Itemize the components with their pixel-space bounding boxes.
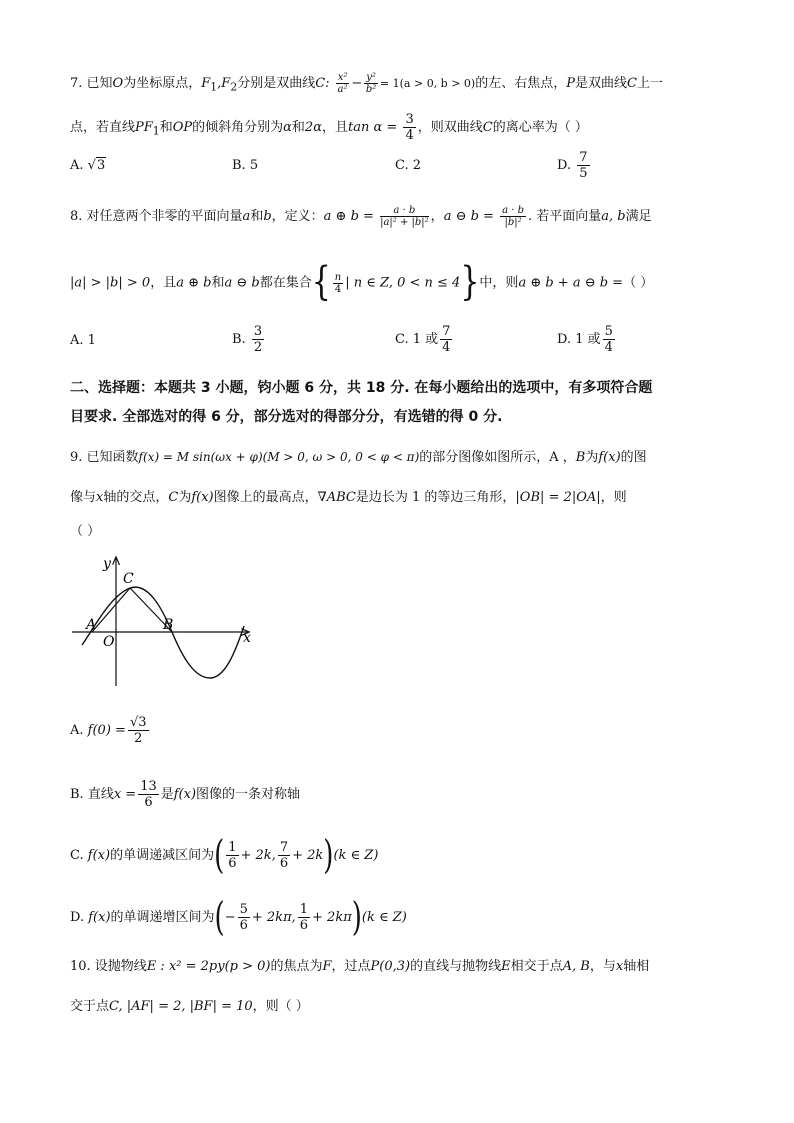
q9-option-a[interactable] — [70, 715, 151, 746]
frac-num: 7 — [579, 150, 588, 165]
q7-text: α — [283, 120, 292, 135]
option-text: + 2kπ — [312, 910, 352, 925]
q8-text: a ⊖ b = — [443, 209, 494, 224]
q7-frac-num: y² — [366, 72, 376, 83]
q10-text: E — [501, 959, 511, 974]
q7-option-b[interactable] — [232, 156, 258, 176]
q7-text: 1 — [210, 80, 218, 94]
option-fraction — [226, 840, 238, 871]
q8-line-2 — [70, 259, 654, 306]
q8-text: 和 — [211, 275, 225, 291]
q7-text: 2α — [304, 120, 322, 135]
q7-frac-den: b² — [365, 84, 377, 95]
q7-text: 上一 — [636, 76, 663, 91]
q8-option-d[interactable] — [557, 324, 617, 355]
q8-set-fraction — [333, 272, 343, 295]
q8-text: a ⊕ b — [176, 275, 212, 291]
q7-text: OP — [172, 120, 193, 135]
q7-text: tan α = — [348, 120, 398, 135]
q8-text: 都在集合 — [259, 275, 312, 291]
q8-def1-fraction — [380, 205, 429, 228]
q10-line-2 — [70, 997, 309, 1017]
q7-frac-num: 3 — [405, 112, 414, 127]
q8-text: a, b — [601, 209, 626, 224]
frac-num: 7 — [279, 840, 289, 855]
q10-text: 轴相 — [623, 959, 650, 974]
q10-text: x — [615, 959, 624, 974]
q10-text: A, B — [562, 959, 590, 974]
option-fraction — [298, 902, 310, 933]
q9-text: 为 — [178, 490, 192, 505]
q7-frac-den: a² — [337, 84, 348, 95]
frac-den: 6 — [279, 856, 289, 871]
q10-line-1 — [70, 957, 649, 977]
q9-text: B — [575, 450, 586, 465]
q7-line-1 — [70, 72, 663, 98]
frac-den: 2 — [134, 731, 143, 746]
q10-text: 交于点 — [70, 999, 110, 1014]
q10-text: ，与 — [589, 959, 616, 974]
q7-text: 是双曲线 — [575, 76, 628, 91]
q8-text: ， — [430, 209, 444, 224]
q8-text: a ⊖ b — [224, 275, 260, 291]
q7-fraction-y — [364, 72, 378, 95]
q8-option-c[interactable] — [395, 324, 454, 355]
q7-fraction-tan — [403, 112, 415, 143]
q10-text: 的焦点为 — [270, 959, 323, 974]
q7-text: PF — [135, 120, 153, 135]
q7-text: 和 — [159, 120, 173, 135]
frac-num: 3 — [253, 324, 263, 339]
q7-line-2 — [70, 112, 588, 143]
q7-text: O — [112, 76, 124, 91]
q10-text: F — [322, 959, 332, 974]
option-text: 图像的一条对称轴 — [196, 787, 301, 802]
q9-text: 的部分图像如图所示，A ， — [419, 450, 576, 465]
option-text: f(x) — [88, 910, 111, 925]
q9-graph — [70, 552, 260, 692]
point-a-label: A — [86, 617, 97, 633]
option-value: 3 — [96, 158, 106, 173]
q9-text: x — [96, 490, 104, 505]
option-fraction — [128, 715, 149, 746]
q10-text: 的直线与抛物线 — [410, 959, 502, 974]
frac-den: 4 — [442, 340, 451, 355]
q7-text: 和 — [291, 120, 305, 135]
frac-den: 6 — [144, 795, 153, 810]
option-text: (k ∈ Z) — [333, 848, 379, 863]
option-text: + 2k — [292, 848, 324, 863]
left-paren: ( — [214, 895, 225, 940]
frac-den: 4 — [334, 283, 342, 295]
option-label: B. — [232, 332, 246, 347]
q7-option-a[interactable] — [70, 156, 106, 176]
q10-text: E : x² = 2py(p > 0) — [146, 959, 271, 974]
frac-num: √3 — [129, 715, 147, 730]
q7-text: C: — [315, 76, 330, 91]
option-text: 的单调递增区间为 — [110, 910, 215, 925]
frac-den: 6 — [299, 918, 309, 933]
right-paren: ) — [323, 833, 334, 878]
sqrt-symbol: √ — [87, 158, 96, 173]
q9-text: f(x) — [191, 490, 214, 505]
section-2-heading: 二、选择题：本题共 3 小题，钧小题 6 分，共 18 分. 在每小题给出的选项中，有多项符合题 — [70, 380, 653, 396]
frac-num: 1 — [228, 840, 237, 855]
q8-text: a — [242, 209, 251, 224]
q9-text: f(x) = M sin(ωx + φ)(M > 0, ω > 0, 0 < φ < π) — [138, 450, 420, 464]
q7-text: 为坐标原点， — [123, 76, 202, 91]
q9-option-d[interactable] — [70, 895, 407, 940]
option-label: D. — [557, 158, 572, 173]
option-text: f(x) — [87, 848, 111, 863]
option-label: A. 1 — [70, 333, 96, 348]
q7-fraction-x — [336, 72, 350, 95]
option-text: (k ∈ Z) — [361, 910, 407, 925]
option-fraction — [138, 779, 159, 810]
q8-text: ，且 — [150, 275, 177, 291]
frac-den: 6 — [239, 918, 248, 933]
q9-text: |OB| = 2|OA| — [515, 490, 601, 505]
q8-text: a ⊕ b = — [323, 209, 374, 224]
right-brace: } — [460, 259, 480, 306]
q7-text: 的离心率为（ ） — [492, 120, 588, 135]
q7-option-d[interactable] — [557, 150, 592, 181]
q8-def2-fraction — [500, 205, 526, 228]
q8-text: 和 — [250, 209, 264, 224]
q7-text: 分别是双曲线 — [237, 76, 316, 91]
q7-text: = 1(a > 0, b > 0) — [379, 77, 476, 90]
q7-frac-num: x² — [337, 72, 348, 83]
option-text: 的单调递减区间为 — [110, 848, 215, 863]
option-label: D. 1 或 — [557, 332, 601, 347]
q8-option-b[interactable] — [232, 324, 266, 355]
frac-num: a · b — [502, 205, 524, 216]
q8-text: . 若平面向量 — [528, 209, 602, 224]
q9-text: ，则 — [600, 490, 627, 505]
q8-text: a ⊕ b + a ⊖ b = — [518, 275, 624, 291]
q7-text: 1 — [152, 124, 160, 138]
q7-text: 7. 已知 — [70, 76, 113, 91]
q9-text: C — [168, 490, 179, 505]
frac-den: 2 — [253, 340, 263, 355]
q8-text: 8. 对任意两个非零的平面向量 — [70, 209, 243, 224]
q9-line-2 — [70, 488, 627, 508]
q10-text: ，则（ ） — [252, 999, 309, 1014]
q7-text: F — [201, 76, 211, 91]
q7-text: ，且 — [321, 120, 348, 135]
q7-text: − — [351, 76, 363, 91]
option-label: C. 1 或 — [395, 332, 439, 347]
left-brace: { — [311, 259, 331, 306]
q7-option-c[interactable] — [395, 156, 421, 176]
q9-text: f(x) — [598, 450, 621, 465]
frac-den: 6 — [228, 856, 237, 871]
right-paren: ) — [351, 895, 362, 940]
option-text: + 2k, — [240, 848, 276, 863]
origin-label: O — [103, 634, 115, 650]
q9-text: 是边长为 1 的等边三角形， — [355, 490, 516, 505]
q8-line-1 — [70, 205, 652, 228]
option-fraction — [278, 840, 290, 871]
q9-line-3: （ ） — [70, 524, 101, 539]
frac-num: 5 — [239, 902, 248, 917]
option-label: A. — [70, 158, 84, 173]
q10-text: C, |AF| = 2, |BF| = 10 — [109, 999, 253, 1014]
option-text: D. — [70, 910, 85, 925]
option-text: + 2kπ, — [251, 910, 296, 925]
point-c-label: C — [123, 571, 134, 587]
q9-option-b[interactable] — [70, 779, 300, 810]
q7-text: 的倾斜角分别为 — [192, 120, 284, 135]
frac-num: 1 — [299, 902, 309, 917]
q7-text: ，则双曲线 — [417, 120, 483, 135]
triangle-abc — [92, 588, 172, 632]
option-text: 是 — [160, 787, 174, 802]
q7-text: P — [566, 76, 575, 91]
option-fraction — [252, 324, 264, 355]
frac-den: |b|² — [504, 217, 522, 228]
q9-option-c[interactable] — [70, 833, 379, 878]
frac-num: 7 — [442, 324, 451, 339]
q8-text: ，定义： — [271, 209, 324, 224]
q10-text: P(0,3) — [370, 959, 411, 974]
frac-num: n — [334, 271, 342, 283]
q9-text: ∇ABC — [317, 490, 356, 505]
frac-den: 4 — [604, 340, 613, 355]
q7-text: 2 — [230, 80, 238, 94]
q8-text: 中，则 — [479, 275, 519, 291]
option-text: C. — [70, 848, 84, 863]
q7-text: C — [627, 76, 637, 91]
q9-text: 轴的交点， — [103, 490, 169, 505]
q9-text: 为 — [585, 450, 599, 465]
option-text: B. 直线 — [70, 787, 114, 802]
q9-text: 的图 — [620, 450, 647, 465]
q10-text: ，过点 — [331, 959, 371, 974]
frac-num: 5 — [604, 324, 613, 339]
q7-text: 的左、右焦点， — [475, 76, 567, 91]
point-b-label: B — [163, 617, 174, 633]
q9-line-1 — [70, 447, 647, 468]
frac-num: a · b — [380, 205, 429, 217]
left-paren: ( — [214, 833, 225, 878]
q7-frac-den: 4 — [405, 128, 414, 143]
option-fraction — [440, 324, 452, 355]
option-text: f(x) — [173, 787, 197, 802]
option-fraction — [603, 324, 615, 355]
option-label: C. 2 — [395, 158, 422, 173]
q9-text: 图像上的最高点， — [213, 490, 318, 505]
q7-text: ,F — [217, 76, 231, 91]
q9-text: 像与 — [70, 490, 97, 505]
q8-text: | n ∈ Z, 0 < n ≤ 4 — [345, 275, 461, 291]
option-label: A. — [70, 723, 84, 738]
option-fraction — [238, 902, 250, 933]
option-text: − — [224, 910, 236, 925]
x-axis-label: x — [243, 630, 251, 646]
q8-option-a[interactable] — [70, 331, 96, 351]
option-text: f(0) = — [87, 723, 126, 738]
q7-text: 点，若直线 — [70, 120, 136, 135]
q10-text: 10. 设抛物线 — [70, 959, 147, 974]
y-axis-label: y — [103, 556, 111, 572]
q9-text: 9. 已知函数 — [70, 450, 139, 465]
section-2-heading-cont: 目要求. 全部选对的得 6 分，部分选对的得部分分，有选错的得 0 分. — [70, 409, 503, 425]
frac-num: 13 — [140, 779, 157, 794]
q10-text: 相交于点 — [510, 959, 563, 974]
q8-text: （ ） — [623, 275, 654, 291]
option-label: B. 5 — [232, 158, 259, 173]
option-fraction — [577, 150, 589, 181]
q8-text: b — [263, 209, 272, 224]
option-text: x = — [113, 787, 137, 802]
frac-den: |a|² + |b|² — [380, 217, 429, 228]
q7-text: C — [482, 120, 493, 135]
frac-den: 5 — [579, 166, 588, 181]
q8-text: |a| > |b| > 0 — [70, 275, 151, 291]
q8-text: 满足 — [625, 209, 652, 224]
